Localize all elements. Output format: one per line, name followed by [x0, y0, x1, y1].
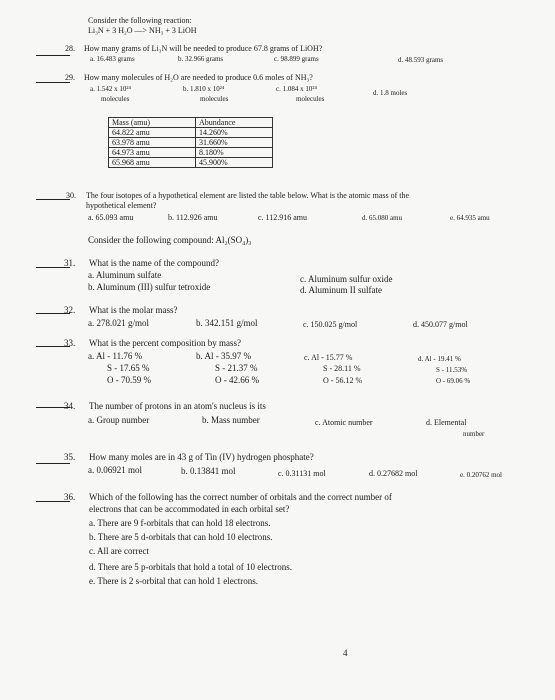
answer-blank-28[interactable]: [36, 55, 70, 56]
reaction-equation: Li₃N + 3 H₂O —> NH₃ + 3 LiOH: [88, 26, 197, 35]
q35-option-a: a. 0.06921 mol: [88, 465, 142, 475]
q32-text: What is the molar mass?: [89, 305, 178, 315]
q29-option-c-unit: molecules: [296, 95, 325, 103]
q33-option-a-o: O - 70.59 %: [107, 375, 151, 385]
table-row: [109, 148, 273, 158]
q32-option-d: d. 450.077 g/mol: [413, 320, 468, 329]
q34-option-b: b. Mass number: [202, 415, 260, 425]
table-cell: 65.968 amu: [109, 158, 196, 168]
q33-number: 33.: [64, 338, 76, 348]
q33-option-c-o: O - 56.12 %: [323, 376, 363, 385]
q35-option-b: b. 0.13841 mol: [181, 466, 236, 476]
isotope-table: [108, 117, 273, 168]
q28-option-a: a. 16.483 grams: [90, 55, 135, 63]
q36-number: 36.: [64, 492, 76, 502]
q35-option-d: d. 0.27682 mol: [369, 469, 418, 478]
q28-number: 28.: [65, 44, 75, 53]
q34-text: The number of protons in an atom's nucleus is its: [89, 401, 266, 411]
table-header-row: [109, 118, 273, 128]
answer-blank-29[interactable]: [36, 82, 70, 83]
table-row: [109, 138, 273, 148]
q28-option-b: b. 32.966 grams: [178, 55, 224, 63]
q34-option-c: c. Atomic number: [315, 418, 373, 427]
q32-option-c: c. 150.025 g/mol: [303, 320, 358, 329]
table-row: [109, 158, 273, 168]
table-row: [109, 128, 273, 138]
q30-text-line2: hypothetical element?: [86, 201, 157, 210]
q29-option-a-unit: molecules: [101, 95, 130, 103]
q30-number: 30.: [66, 191, 76, 200]
q34-option-d: d. Elemental: [426, 418, 467, 427]
q36-option-d: d. There are 5 p-orbitals that hold a total of 10 electrons.: [89, 562, 293, 572]
q30-option-e: e. 64.935 amu: [450, 214, 490, 222]
q33-option-d-o: O - 69.06 %: [436, 377, 471, 385]
q36-option-b: b. There are 5 d-orbitals that can hold 10 electrons.: [89, 532, 273, 542]
q30-option-a: a. 65.093 amu: [88, 213, 134, 222]
q34-option-d-line2: number: [463, 430, 485, 438]
q35-option-e: e. 0.20762 mol: [460, 471, 502, 479]
q31-option-b: b. Aluminum (III) sulfur tetroxide: [88, 282, 211, 292]
q30-option-c: c. 112.916 amu: [258, 213, 308, 222]
q33-option-c-s: S - 28.11 %: [323, 364, 361, 373]
q33-option-b-o: O - 42.66 %: [215, 375, 259, 385]
q34-number: 34.: [64, 401, 76, 411]
q29-option-d: d. 1.8 moles: [373, 89, 408, 97]
q29-option-c: c. 1.084 x 10²⁴: [276, 85, 317, 93]
table-cell: 63.978 amu: [109, 138, 196, 148]
table-cell: 8.180%: [196, 148, 273, 158]
q31-option-d: d. Aluminum II sulfate: [300, 285, 382, 295]
q31-text: What is the name of the compound?: [89, 258, 219, 268]
q31-number: 31.: [64, 258, 76, 268]
table-header-mass: Mass (amu): [109, 118, 196, 128]
q28-option-c: c. 98.899 grams: [274, 55, 319, 63]
q29-number: 29.: [65, 73, 75, 82]
q33-option-c-al: c. Al - 15.77 %: [304, 353, 353, 362]
q35-text: How many moles are in 43 g of Tin (IV) hydrogen phosphate?: [89, 452, 314, 462]
table-cell: 45.900%: [196, 158, 273, 168]
compound-prompt: Consider the following compound: Al₂(SO₄)₃: [88, 235, 252, 245]
table-header-abundance: Abundance: [196, 118, 273, 128]
q32-option-b: b. 342.151 g/mol: [196, 318, 258, 328]
q33-text: What is the percent composition by mass?: [89, 338, 241, 348]
q33-option-d-s: S - 11.53%: [436, 366, 468, 374]
q28-text: How many grams of Li₃N will be needed to produce 67.8 grams of LiOH?: [84, 44, 323, 53]
q36-text-line1: Which of the following has the correct number of orbitals and the correct number of: [89, 492, 392, 502]
q34-option-a: a. Group number: [88, 415, 150, 425]
q33-option-b-s: S - 21.37 %: [215, 363, 258, 373]
q33-option-a-al: a. Al - 11.76 %: [88, 351, 143, 361]
q35-number: 35.: [64, 452, 76, 462]
page-number: 4: [343, 648, 348, 658]
q30-text-line1: The four isotopes of a hypothetical element are listed the table below. What is the atomic mass of the: [86, 191, 410, 200]
q29-option-a: a. 1.542 x 10²⁴: [90, 85, 131, 93]
q36-option-c: c. All are correct: [89, 546, 149, 556]
q28-option-d: d. 48.593 grams: [398, 56, 444, 64]
q29-option-b: b. 1.810 x 10²⁴: [183, 85, 225, 93]
q32-number: 32.: [64, 305, 76, 315]
q36-option-e: e. There is 2 s-orbital that can hold 1 electrons.: [89, 576, 259, 586]
table-cell: 14.260%: [196, 128, 273, 138]
q32-option-a: a. 278.021 g/mol: [88, 318, 149, 328]
answer-blank-30[interactable]: [36, 199, 70, 200]
table-cell: 64.822 amu: [109, 128, 196, 138]
q36-text-line2: electrons that can be accommodated in each orbital set?: [89, 504, 290, 514]
intro-title: Consider the following reaction:: [88, 16, 192, 25]
q35-option-c: c. 0.31131 mol: [278, 469, 326, 478]
q29-option-b-unit: molecules: [200, 95, 229, 103]
q33-option-d-al: d. Al - 19.41 %: [418, 355, 461, 363]
q31-option-a: a. Aluminum sulfate: [88, 270, 162, 280]
q33-option-a-s: S - 17.65 %: [107, 363, 150, 373]
q29-text: How many molecules of H₂O are needed to produce 0.6 moles of NH₃?: [84, 73, 313, 82]
table-cell: 31.660%: [196, 138, 273, 148]
answer-blank-35[interactable]: [36, 463, 70, 464]
q30-option-b: b. 112.926 amu: [168, 213, 218, 222]
table-cell: 64.973 amu: [109, 148, 196, 158]
q30-option-d: d. 65.080 amu: [362, 214, 403, 222]
q33-option-b-al: b. Al - 35.97 %: [196, 351, 251, 361]
q36-option-a: a. There are 9 f-orbitals that can hold 18 electrons.: [89, 518, 271, 528]
q31-option-c: c. Aluminum sulfur oxide: [300, 274, 393, 284]
